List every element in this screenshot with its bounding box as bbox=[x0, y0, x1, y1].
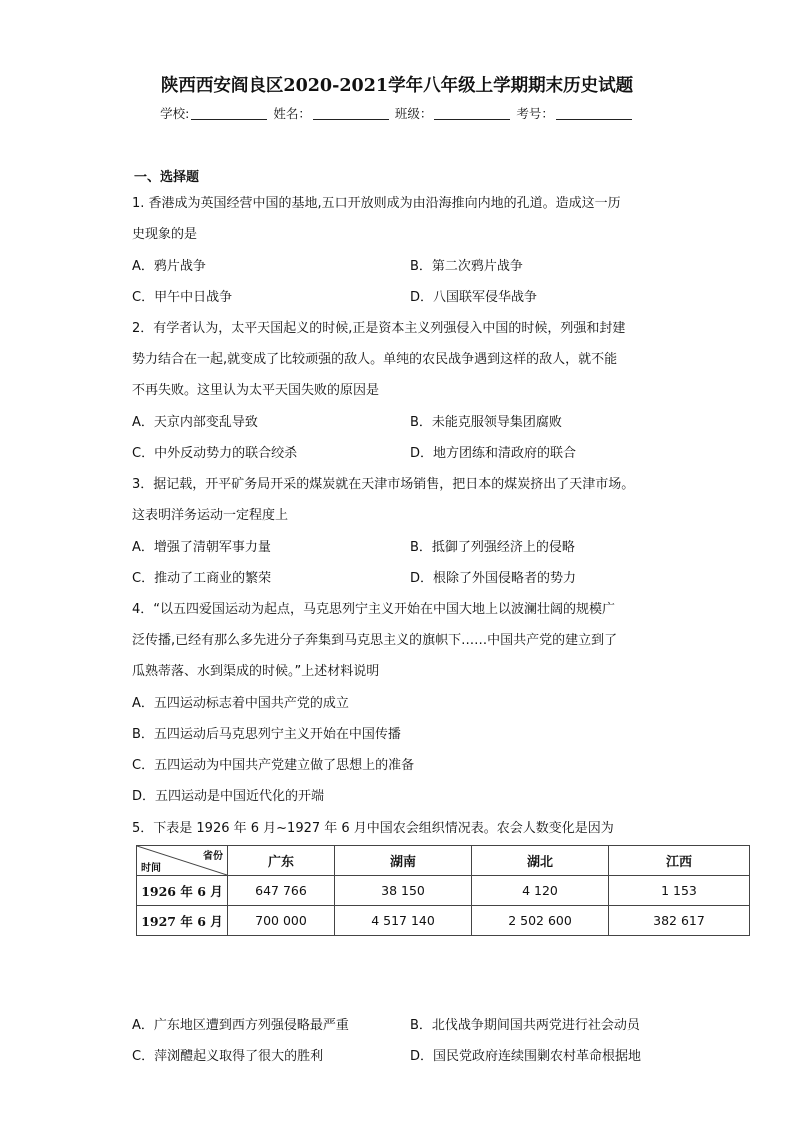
q5-option-b[interactable]: B．北伐战争期间国共两党进行社会动员 bbox=[410, 1018, 640, 1033]
table-cell: 4 120 bbox=[472, 876, 609, 906]
exam-number-label: 考号： bbox=[516, 106, 554, 121]
name-blank[interactable] bbox=[313, 107, 389, 120]
q1-option-c[interactable]: C．甲午中日战争 bbox=[132, 290, 233, 305]
question-4-line-3: 瓜熟蒂落、水到渠成的时候。”上述材料说明 bbox=[132, 664, 380, 679]
row-label: 1926 年 6 月 bbox=[137, 876, 228, 906]
student-info-line bbox=[0, 104, 794, 122]
question-3-line-1: 3．据记载，开平矿务局开采的煤炭就在天津市场销售，把日本的煤炭挤出了天津市场。 bbox=[132, 477, 635, 492]
table-row bbox=[137, 876, 750, 906]
table-cell: 1 153 bbox=[609, 876, 750, 906]
q1-option-a[interactable]: A．鸦片战争 bbox=[132, 259, 206, 274]
school-label: 学校: bbox=[160, 106, 190, 121]
corner-province-label: 省份 bbox=[203, 851, 223, 862]
row-label: 1927 年 6 月 bbox=[137, 906, 228, 936]
name-label: 姓名： bbox=[273, 106, 311, 121]
q3-option-d[interactable]: D．根除了外国侵略者的势力 bbox=[410, 571, 577, 586]
table-cell: 2 502 600 bbox=[472, 906, 609, 936]
q2-option-c[interactable]: C．中外反动势力的联合绞杀 bbox=[132, 446, 298, 461]
table-cell: 4 517 140 bbox=[335, 906, 472, 936]
q2-option-d[interactable]: D．地方团练和清政府的联合 bbox=[410, 446, 577, 461]
question-5-line-1: 5．下表是 1926 年 6 月~1927 年 6 月中国农会组织情况表。农会人数变化是因为 bbox=[132, 821, 614, 836]
table-cell: 700 000 bbox=[228, 906, 335, 936]
table-cell: 647 766 bbox=[228, 876, 335, 906]
q4-option-b[interactable]: B．五四运动后马克思列宁主义开始在中国传播 bbox=[132, 727, 401, 742]
corner-time-label: 时间 bbox=[141, 863, 161, 874]
table-cell: 382 617 bbox=[609, 906, 750, 936]
question-4-line-2: 泛传播,已经有那么多先进分子奔集到马克思主义的旗帜下……中国共产党的建立到了 bbox=[132, 633, 618, 648]
q3-option-c[interactable]: C．推动了工商业的繁荣 bbox=[132, 571, 272, 586]
q3-option-a[interactable]: A．增强了清朝军事力量 bbox=[132, 540, 271, 555]
question-1-line-2: 史现象的是 bbox=[132, 227, 198, 242]
table-row bbox=[137, 906, 750, 936]
exam-number-blank[interactable] bbox=[556, 107, 632, 120]
question-2-line-3: 不再失败。这里认为太平天国失败的原因是 bbox=[132, 383, 380, 398]
q2-option-a[interactable]: A．天京内部变乱导致 bbox=[132, 415, 258, 430]
q4-option-a[interactable]: A．五四运动标志着中国共产党的成立 bbox=[132, 696, 349, 711]
farmers-association-table bbox=[136, 845, 750, 936]
question-2-line-1: 2．有学者认为，太平天国起义的时候,正是资本主义列强侵入中国的时候，列强和封建 bbox=[132, 321, 626, 336]
table-cell: 38 150 bbox=[335, 876, 472, 906]
q1-option-b[interactable]: B．第二次鸦片战争 bbox=[410, 259, 523, 274]
column-header: 广东 bbox=[228, 846, 335, 876]
class-label: 班级： bbox=[394, 106, 433, 121]
column-header: 江西 bbox=[609, 846, 750, 876]
table-header-row bbox=[137, 846, 750, 876]
column-header: 湖北 bbox=[472, 846, 609, 876]
q3-option-b[interactable]: B．抵御了列强经济上的侵略 bbox=[410, 540, 575, 555]
q5-option-d[interactable]: D．国民党政府连续围剿农村革命根据地 bbox=[410, 1049, 642, 1064]
section-title: 一、选择题 bbox=[134, 170, 200, 185]
q5-option-c[interactable]: C．萍浏醴起义取得了很大的胜利 bbox=[132, 1049, 324, 1064]
q5-option-a[interactable]: A．广东地区遭到西方列强侵略最严重 bbox=[132, 1018, 349, 1033]
q1-option-d[interactable]: D．八国联军侵华战争 bbox=[410, 290, 538, 305]
q4-option-d[interactable]: D．五四运动是中国近代化的开端 bbox=[132, 789, 325, 804]
question-1-line-1: 1. 香港成为英国经营中国的基地,五口开放则成为由沿海推向内地的孔道。造成这一历 bbox=[132, 196, 621, 211]
q2-option-b[interactable]: B．未能克服领导集团腐败 bbox=[410, 415, 562, 430]
q4-option-c[interactable]: C．五四运动为中国共产党建立做了思想上的准备 bbox=[132, 758, 415, 773]
question-4-line-1: 4．“以五四爱国运动为起点，马克思列宁主义开始在中国大地上以波澜壮阔的规模广 bbox=[132, 602, 616, 617]
column-header: 湖南 bbox=[335, 846, 472, 876]
table-corner-cell bbox=[137, 846, 228, 876]
question-2-line-2: 势力结合在一起,就变成了比较顽强的敌人。单纯的农民战争遇到这样的敌人，就不能 bbox=[132, 352, 618, 367]
class-blank[interactable] bbox=[434, 107, 510, 120]
school-blank[interactable] bbox=[191, 107, 267, 120]
question-3-line-2: 这表明洋务运动一定程度上 bbox=[132, 508, 289, 523]
page-title: 陕西西安阎良区2020-2021学年八年级上学期期末历史试题 bbox=[160, 76, 634, 96]
